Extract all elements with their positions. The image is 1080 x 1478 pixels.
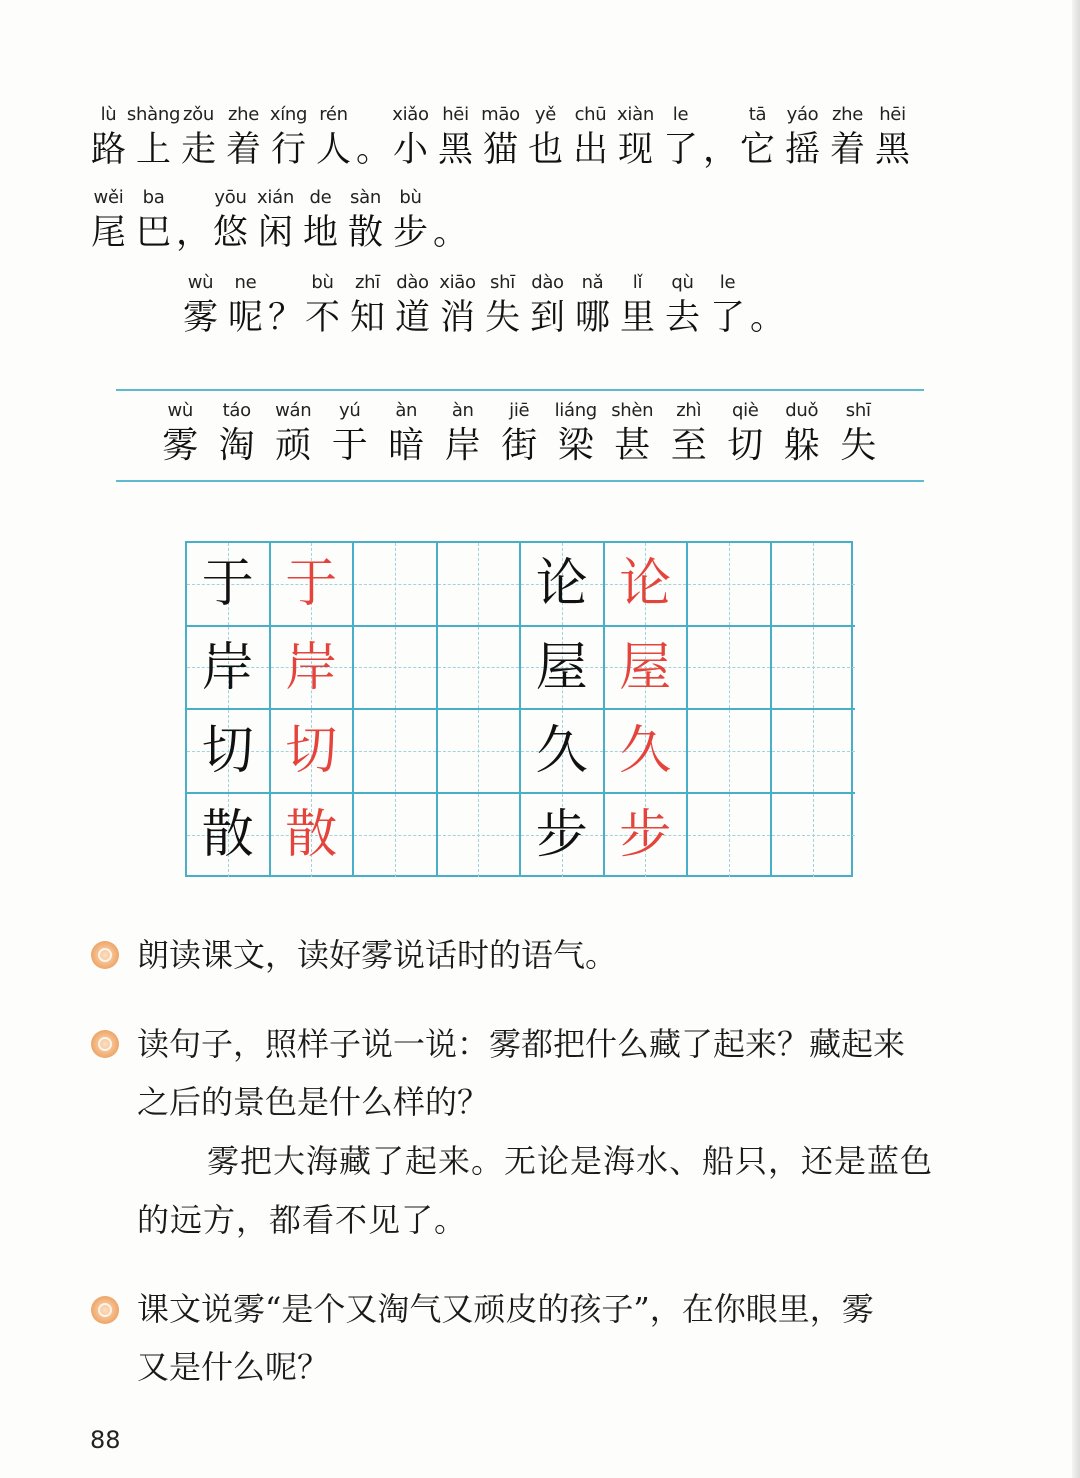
grid-cell	[354, 794, 438, 878]
hanzi: 切	[727, 425, 764, 466]
char-cell	[311, 104, 356, 184]
hanzi: 闲	[257, 213, 293, 253]
grid-cell	[772, 543, 856, 627]
pinyin: lǐ	[632, 272, 643, 293]
hanzi: 散	[347, 213, 383, 253]
hanzi: 悠	[212, 213, 248, 253]
hanzi: 尾	[90, 213, 126, 253]
hanzi: 暗	[388, 425, 425, 466]
hanzi: 顽	[275, 425, 312, 466]
grid-cell	[688, 627, 772, 711]
printed-character: 屋	[535, 637, 588, 698]
model-character: 切	[285, 721, 338, 781]
grid-cell	[772, 710, 856, 794]
guide-line	[478, 543, 479, 625]
hanzi: 到	[529, 298, 565, 338]
hanzi: 。	[356, 130, 392, 170]
pinyin: àn	[451, 400, 474, 421]
hanzi: 淘	[218, 425, 255, 466]
pinyin: chū	[574, 104, 607, 125]
grid-cell	[271, 710, 355, 794]
hanzi: ？	[268, 298, 304, 338]
pinyin: táo	[222, 400, 251, 421]
pinyin: yōu	[214, 187, 247, 208]
grid-cell	[187, 543, 271, 627]
hanzi: 黑	[437, 130, 473, 170]
guide-line	[478, 710, 479, 792]
hanzi: 了	[709, 298, 745, 338]
strip-bottom-line	[116, 480, 924, 482]
hanzi: 地	[302, 213, 338, 253]
printed-character: 岸	[201, 637, 254, 698]
pinyin: sàn	[350, 187, 381, 208]
hanzi: 至	[670, 425, 707, 466]
hanzi: 街	[501, 425, 538, 466]
grid-cell	[271, 627, 355, 711]
hanzi: 呢	[227, 298, 263, 338]
grid-cell	[187, 710, 271, 794]
hanzi: 走	[180, 130, 216, 170]
hanzi: 出	[572, 130, 608, 170]
pinyin: dào	[531, 272, 564, 293]
hanzi: 行	[270, 130, 306, 170]
grid-cell	[354, 627, 438, 711]
grid-cell	[605, 543, 689, 627]
pinyin: māo	[481, 104, 520, 125]
printed-character: 散	[201, 804, 254, 865]
hanzi: 路	[90, 130, 126, 170]
hanzi: 岸	[444, 425, 481, 466]
guide-line	[729, 627, 730, 709]
char-cell	[870, 104, 915, 184]
hanzi: 躲	[783, 425, 820, 466]
hanzi: 失	[840, 425, 877, 466]
pinyin: wù	[167, 400, 194, 421]
pinyin: xián	[257, 187, 294, 208]
grid-cell	[271, 794, 355, 878]
guide-line	[729, 543, 730, 625]
printed-character: 论	[535, 554, 588, 614]
grid-cell	[688, 710, 772, 794]
pinyin: lù	[100, 104, 117, 125]
hanzi: 于	[331, 425, 368, 466]
pinyin: yú	[339, 400, 361, 421]
model-character: 散	[285, 804, 338, 865]
pinyin: tā	[748, 104, 767, 125]
grid-cell	[605, 794, 689, 878]
hanzi: 也	[527, 130, 563, 170]
guide-line	[729, 794, 730, 878]
hanzi: 着	[829, 130, 865, 170]
grid-cell	[521, 710, 605, 794]
hanzi: 现	[617, 130, 653, 170]
pinyin: zhe	[227, 104, 260, 125]
hanzi: 失	[484, 298, 520, 338]
char-cell	[223, 272, 268, 352]
hanzi: ，	[176, 213, 212, 253]
exercise-2-line-2: 之后的景色是什么样的？	[137, 1083, 490, 1121]
model-character: 论	[619, 554, 672, 614]
pinyin: le	[672, 104, 689, 125]
hanzi: 知	[349, 298, 385, 338]
hanzi: 道	[394, 298, 430, 338]
model-character: 久	[619, 721, 672, 781]
guide-line	[729, 710, 730, 792]
char-cell	[705, 272, 750, 352]
pinyin: liáng	[554, 400, 597, 421]
hanzi: 猫	[482, 130, 518, 170]
grid-cell	[438, 543, 522, 627]
guide-line	[478, 627, 479, 709]
printed-character: 久	[535, 721, 588, 781]
flower-bullet-icon	[91, 1296, 119, 1324]
hanzi: 小	[392, 130, 428, 170]
char-cell	[658, 104, 703, 184]
pinyin: xiǎo	[392, 104, 429, 125]
punctuation	[750, 272, 786, 352]
pinyin: qiè	[731, 400, 759, 421]
hanzi: 。	[433, 213, 469, 253]
grid-cell	[354, 710, 438, 794]
pinyin: hēi	[442, 104, 469, 125]
example-line-2: 的远方，都看不见了。	[137, 1201, 468, 1239]
grid-cell	[521, 543, 605, 627]
pinyin: àn	[395, 400, 418, 421]
char-cell	[830, 400, 887, 480]
hanzi: 黑	[874, 130, 910, 170]
pinyin: zhì	[676, 400, 702, 421]
pinyin: xiāo	[439, 272, 476, 293]
guide-line	[478, 794, 479, 878]
hanzi: 步	[392, 213, 428, 253]
hanzi: 哪	[574, 298, 610, 338]
guide-line	[395, 794, 396, 878]
hanzi: 不	[304, 298, 340, 338]
pinyin: nǎ	[581, 272, 604, 293]
pinyin: wěi	[93, 187, 124, 208]
model-character: 屋	[619, 637, 672, 698]
strip-top-line	[116, 389, 924, 391]
pinyin: yáo	[786, 104, 819, 125]
pinyin: yě	[534, 104, 557, 125]
hanzi: ，	[703, 130, 739, 170]
hanzi: 雾	[162, 425, 199, 466]
hanzi: 摇	[784, 130, 820, 170]
exercise-3-line-2: 又是什么呢？	[137, 1348, 330, 1386]
exercise-2-line-1: 读句子，照样子说一说：雾都把什么藏了起来？藏起来	[137, 1025, 906, 1063]
hanzi: 去	[664, 298, 700, 338]
printed-character: 切	[201, 721, 254, 781]
grid-cell	[354, 543, 438, 627]
printed-character: 于	[201, 554, 254, 614]
text-line-3	[178, 272, 786, 352]
exercise-1-line-1: 朗读课文，读好雾说话时的语气。	[137, 936, 618, 974]
exercise-3-line-1: 课文说雾“是个又淘气又顽皮的孩子”，在你眼里，雾	[137, 1290, 874, 1328]
pinyin: xiàn	[617, 104, 654, 125]
pinyin: xíng	[269, 104, 308, 125]
hanzi: 消	[439, 298, 475, 338]
pinyin: de	[309, 187, 332, 208]
pinyin: shī	[490, 272, 515, 293]
hanzi: 着	[225, 130, 261, 170]
pinyin: le	[719, 272, 736, 293]
pinyin: zhī	[355, 272, 380, 293]
hanzi: 雾	[182, 298, 218, 338]
pinyin: ba	[142, 187, 165, 208]
hanzi: 它	[739, 130, 775, 170]
hanzi: 巴	[135, 213, 171, 253]
hanzi: 上	[135, 130, 171, 170]
pinyin: bù	[311, 272, 334, 293]
flower-bullet-icon	[91, 1030, 119, 1058]
hanzi: 里	[619, 298, 655, 338]
pinyin: bù	[399, 187, 422, 208]
guide-line	[813, 794, 814, 878]
model-character: 步	[619, 804, 672, 865]
grid-cell	[521, 627, 605, 711]
hanzi: 甚	[614, 425, 651, 466]
hanzi: 。	[750, 298, 786, 338]
grid-cell	[605, 710, 689, 794]
guide-line	[395, 543, 396, 625]
guide-line	[813, 710, 814, 792]
printed-character: 步	[535, 804, 588, 865]
char-cell	[388, 187, 433, 267]
page-edge	[1072, 0, 1080, 1478]
flower-bullet-icon	[91, 941, 119, 969]
pinyin: zhe	[831, 104, 864, 125]
pinyin: rén	[319, 104, 348, 125]
grid-cell	[688, 794, 772, 878]
grid-cell	[521, 794, 605, 878]
guide-line	[813, 627, 814, 709]
pinyin: jiē	[509, 400, 530, 421]
grid-cell	[438, 794, 522, 878]
hanzi: 人	[315, 130, 351, 170]
grid-cell	[772, 627, 856, 711]
pinyin: duǒ	[785, 400, 819, 421]
punctuation	[433, 187, 469, 267]
hanzi: 了	[662, 130, 698, 170]
pinyin: hēi	[879, 104, 906, 125]
writing-grid	[185, 541, 853, 877]
pinyin: qù	[671, 272, 694, 293]
pinyin: ne	[234, 272, 257, 293]
guide-line	[395, 710, 396, 792]
hanzi: 梁	[557, 425, 594, 466]
grid-cell	[688, 543, 772, 627]
model-character: 于	[285, 554, 338, 614]
pinyin: wù	[187, 272, 214, 293]
model-character: 岸	[285, 637, 338, 698]
new-character-strip	[152, 400, 887, 480]
grid-cell	[605, 627, 689, 711]
grid-cell	[438, 627, 522, 711]
grid-cell	[438, 710, 522, 794]
pinyin: shèn	[611, 400, 654, 421]
page-number: 88	[90, 1426, 121, 1454]
text-line-2	[86, 187, 469, 267]
example-line-1: 雾把大海藏了起来。无论是海水、船只，还是蓝色	[207, 1142, 934, 1180]
guide-line	[395, 627, 396, 709]
pinyin: dào	[396, 272, 429, 293]
grid-cell	[271, 543, 355, 627]
pinyin: zǒu	[183, 104, 214, 125]
grid-cell	[187, 794, 271, 878]
pinyin: wán	[275, 400, 312, 421]
text-line-1	[86, 104, 915, 184]
char-cell	[131, 187, 176, 267]
pinyin: shī	[845, 400, 871, 421]
guide-line	[813, 543, 814, 625]
grid-cell	[187, 627, 271, 711]
grid-cell	[772, 794, 856, 878]
pinyin: shàng	[126, 104, 181, 125]
